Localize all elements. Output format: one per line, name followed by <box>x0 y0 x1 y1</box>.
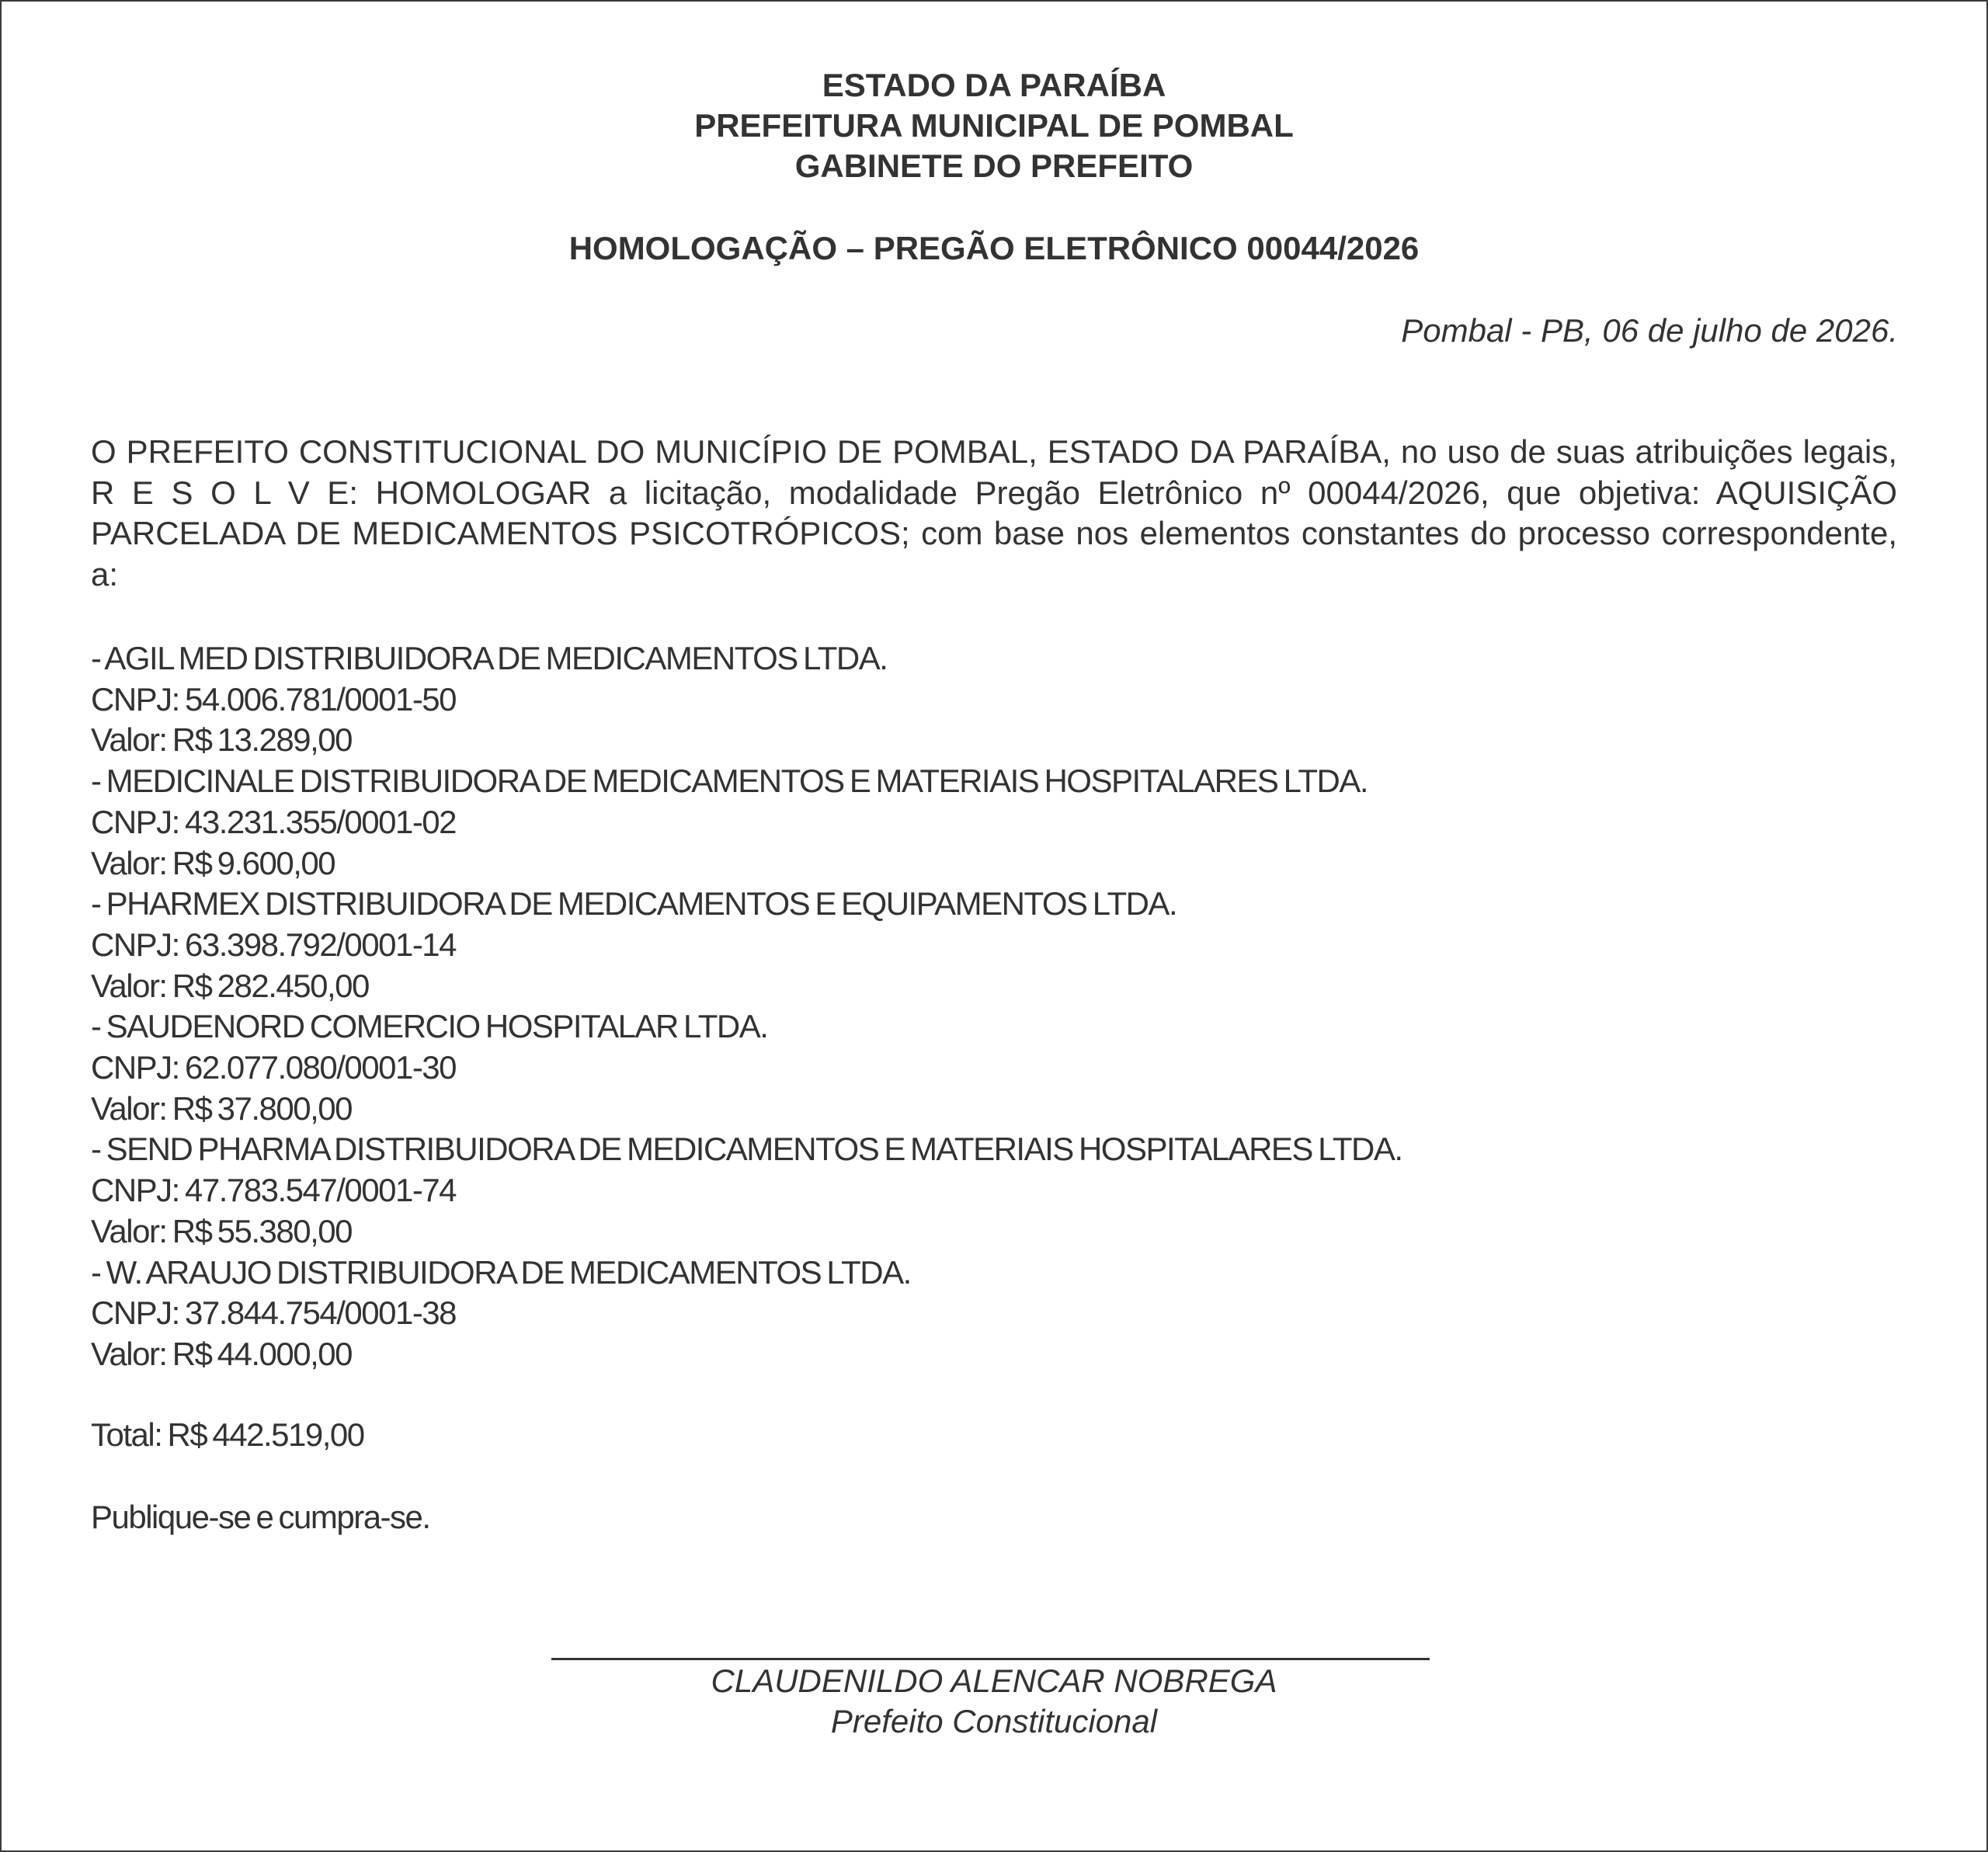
vendor-value: Valor: R$ 282.450,00 <box>91 967 369 1004</box>
vendor-cnpj: CNPJ: 54.006.781/0001-50 <box>91 680 457 718</box>
vendor-value: Valor: R$ 9.600,00 <box>91 844 335 881</box>
vendor-name: - PHARMEX DISTRIBUIDORA DE MEDICAMENTOS E EQUIPAMENTOS LTDA. <box>91 885 1177 923</box>
signatory-name: CLAUDENILDO ALENCAR NOBREGA <box>711 1663 1277 1699</box>
vendor-value: Valor: R$ 44.000,00 <box>91 1335 352 1372</box>
vendor-name: - W. ARAUJO DISTRIBUIDORA DE MEDICAMENTOS LTDA. <box>91 1253 911 1291</box>
total-value: Total: R$ 442.519,00 <box>91 1416 364 1453</box>
vendor-name: - MEDICINALE DISTRIBUIDORA DE MEDICAMENTOS E MATERIAIS HOSPITALARES LTDA. <box>91 763 1368 800</box>
vendor-cnpj: CNPJ: 63.398.792/0001-14 <box>91 926 457 963</box>
header-office: GABINETE DO PREFEITO <box>794 148 1194 184</box>
vendor-list <box>91 638 1402 1375</box>
vendor-value: Valor: R$ 37.800,00 <box>91 1089 352 1127</box>
resolution-paragraph: O PREFEITO CONSTITUCIONAL DO MUNICÍPIO DE POMBAL, ESTADO DA PARAÍBA, no uso de suas atribuições legais, R E S O L V E: HOMOLOGAR a licitação, modalidade Pregão Eletrônico nº 00044/2026, que objetiva: AQUISIÇÃO PARCELADA DE MEDICAMENTOS PSICOTRÓPICOS; com base nos elementos constantes do processo correspondente, a: <box>91 433 1897 592</box>
header-city-hall: PREFEITURA MUNICIPAL DE POMBAL <box>694 107 1294 144</box>
closing-statement: Publique-se e cumpra-se. <box>91 1499 430 1535</box>
vendor-value: Valor: R$ 13.289,00 <box>91 721 352 759</box>
vendor-cnpj: CNPJ: 37.844.754/0001-38 <box>91 1294 457 1332</box>
vendor-cnpj: CNPJ: 47.783.547/0001-74 <box>91 1172 457 1209</box>
signature-line <box>551 1658 1430 1660</box>
vendor-name: - SAUDENORD COMERCIO HOSPITALAR LTDA. <box>91 1008 768 1045</box>
vendor-value: Valor: R$ 55.380,00 <box>91 1212 352 1249</box>
place-date: Pombal - PB, 06 de julho de 2026. <box>1401 312 1898 349</box>
signatory-role: Prefeito Constitucional <box>830 1703 1158 1739</box>
document-title: HOMOLOGAÇÃO – PREGÃO ELETRÔNICO 00044/2026 <box>568 230 1420 266</box>
vendor-cnpj: CNPJ: 62.077.080/0001-30 <box>91 1049 457 1086</box>
document-header <box>0 65 1988 186</box>
vendor-name: - SEND PHARMA DISTRIBUIDORA DE MEDICAMENTOS E MATERIAIS HOSPITALARES LTDA. <box>91 1131 1402 1168</box>
vendor-name: - AGIL MED DISTRIBUIDORA DE MEDICAMENTOS LTDA. <box>91 640 888 676</box>
header-state: ESTADO DA PARAÍBA <box>822 67 1166 103</box>
vendor-cnpj: CNPJ: 43.231.355/0001-02 <box>91 803 457 840</box>
